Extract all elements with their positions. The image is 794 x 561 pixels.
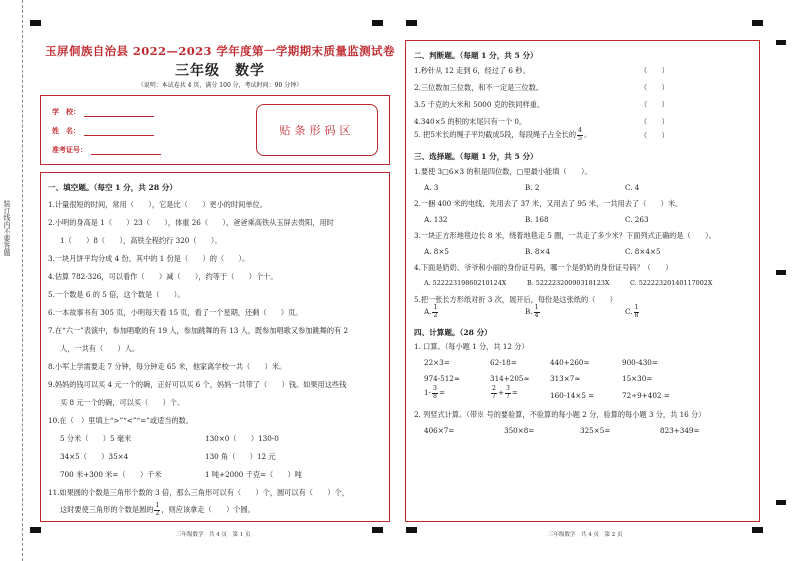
- registration-mark: [752, 20, 763, 26]
- option-fraction: $\frac{1}{2}$: [433, 304, 438, 319]
- exam-title: 玉屏侗族自治县 2022—2023 学年度第一学期期末质量监测试卷: [45, 44, 395, 58]
- registration-mark: [406, 20, 417, 26]
- oral-item: 160-14×5 =: [550, 391, 595, 400]
- choice-option[interactable]: B. 522223200903181​23X: [527, 279, 610, 287]
- compare-item: 1 吨+2000 千克=（ ）吨: [205, 470, 302, 479]
- registration-mark: [752, 527, 763, 533]
- q2-text: 2.小明的身高是 1（ ）23（ ），体重 26（ ），爸爸乘高铁从玉屏去贵阳，用时: [48, 218, 334, 227]
- choice-q5: 5.把一张长方形纸对折 3 次，展开后，每份是这张纸的（ ）: [414, 295, 617, 304]
- q11-fraction: $\frac{1}{2}$: [155, 502, 160, 517]
- q11-text-post: ，则应该拿走（ ）个圆。: [161, 505, 255, 514]
- oral-item: 22×3=: [424, 358, 450, 367]
- choice-option[interactable]: A. 522223198602101​24X: [424, 279, 507, 287]
- oral-item: 974-512≈: [424, 374, 460, 383]
- oral-item: 313×7≈: [550, 374, 581, 383]
- choice-q4: 4.下面是奶奶、爷爷和小丽的身份证号码，哪一个是奶奶的身份证号码？（ ）: [414, 263, 673, 272]
- oral-item: 1- $\frac{3}{8}$ =: [424, 385, 445, 400]
- choice-option[interactable]: A. 132: [424, 215, 448, 224]
- q11-text-pre: 这时要使三角形的个数是圆的: [60, 505, 154, 514]
- binding-label: 装订线内不要答题: [3, 200, 11, 256]
- name-label: 姓 名：: [52, 127, 80, 135]
- q7-text: 7.在“六一”表演中，参加唱歌的有 19 人，参加跳舞的有 13 人，既参加唱歌又参加跳舞的有 2: [48, 326, 349, 335]
- q2-text-cont: 1（ ）8（ ），高铁全程约行 320（ ）。: [60, 236, 222, 245]
- choice-q1: 1.要使 3□6×3 的积是四位数，□里最小能填（ ）。: [414, 167, 592, 176]
- school-field[interactable]: [52, 107, 154, 117]
- edge-tick: [776, 270, 786, 275]
- judge-mark[interactable]: （ ）: [640, 131, 669, 140]
- q1-text: 1.计量很短的时间，常用（ ），它是比（ ）更小的时间单位。: [48, 200, 267, 209]
- choice-option[interactable]: A. 3: [424, 183, 439, 192]
- q11-text: 11.如果圆的个数是三角形个数的 3 倍，那么三角形可以有（ ）个，圆可以有（ ）个，: [48, 488, 349, 497]
- judge-mark[interactable]: （ ）: [640, 117, 669, 126]
- compare-item: 700 米+300 米=（ ）千米: [60, 470, 162, 479]
- section1-heading: 一、填空题。（每空 1 分，共 28 分）: [48, 183, 177, 192]
- choice-option[interactable]: B. 8×4: [525, 247, 551, 256]
- edge-tick: [776, 500, 786, 505]
- binding-dash-line: [22, 0, 23, 561]
- school-label: 学 校：: [52, 108, 80, 116]
- choice-option[interactable]: C. 8×4×5: [625, 247, 661, 256]
- q8-text: 8.小军上学需要走 7 分钟，每分钟走 65 米，他家离学校一共（ ）米。: [48, 362, 287, 371]
- edge-tick: [776, 40, 786, 45]
- q9-text: 9.妈妈的钱可以买 4 元一个的碗，正好可以买 6 个，妈妈一共带了（ ）钱。如果用这些钱: [48, 380, 347, 389]
- compare-item: 34×5（ ）35×4: [60, 452, 129, 461]
- exam-subtitle: 三年级 数学: [175, 63, 265, 79]
- registration-mark: [372, 20, 383, 26]
- oral-heading: 1. 口算。（每小题 1 分，共 12 分）: [414, 342, 529, 351]
- choice-q2: 2.一捆 400 米的电线，先用去了 37 米，又用去了 95 米，一共用去了（ ）米。: [414, 199, 683, 208]
- vertical-item: 406×7=: [424, 426, 455, 435]
- barcode-area: 贴条形码区: [256, 104, 378, 156]
- oral-item: 62-18=: [490, 358, 517, 367]
- q7-text-cont: 人，一共有（ ）人。: [60, 344, 140, 353]
- choice-q3: 3.一块正方形地毯边长 8 米，绕着地毯走 5 圈，一共走了多少米？下面列式正确的是（ ）。: [414, 231, 716, 240]
- vertical-item: 325×5=: [580, 426, 611, 435]
- q5-text: 5.一个数是 6 的 5 倍，这个数是（ ）。: [48, 290, 185, 299]
- judge-item-4: 4.340×5 的积的末尾只有一个 0。: [414, 117, 527, 126]
- compare-item: 130 角（ ）12 元: [205, 452, 276, 461]
- judge-mark[interactable]: （ ）: [640, 100, 669, 109]
- registration-mark: [372, 527, 383, 533]
- option-fraction: $\frac{1}{4}$: [534, 304, 539, 319]
- choice-option[interactable]: B. 168: [525, 215, 549, 224]
- compare-item: 5 分米（ ）5 毫米: [60, 434, 132, 443]
- vertical-item: 823+349=: [660, 426, 700, 435]
- judge-mark[interactable]: （ ）: [640, 66, 669, 75]
- judge-item-1: 1.秒针从 12 走到 6，经过了 6 秒。: [414, 66, 530, 75]
- section4-heading: 四、计算题。（28 分）: [414, 328, 492, 337]
- choice-option[interactable]: A. 8×5: [424, 247, 449, 256]
- oral-item: 440+260=: [550, 358, 590, 367]
- section2-heading: 二、判断题。（每题 1 分，共 5 分）: [414, 51, 538, 60]
- choice-option[interactable]: C. 522223201401170​02X: [630, 279, 713, 287]
- q4-text: 4.估算 782-326，可以看作（ ）减（ ），约等于（ ）个十。: [48, 272, 278, 281]
- oral-item: 15×30=: [622, 374, 653, 383]
- choice-option[interactable]: C. $\frac{1}{8}$: [625, 304, 639, 319]
- registration-mark: [406, 527, 417, 533]
- exam-number-label: 准考证号：: [52, 146, 87, 154]
- vertical-item: 350×8=: [504, 426, 535, 435]
- vertical-heading: 2. 列竖式计算。（带※ 号的要验算，不验算的每小题 2 分，验算的每小题 3 分，共 16 分）: [414, 410, 706, 419]
- option-fraction: $\frac{1}{8}$: [634, 304, 639, 319]
- exam-number-field[interactable]: [52, 145, 161, 155]
- choice-option[interactable]: C. 263: [625, 215, 649, 224]
- choice-option[interactable]: B. $\frac{1}{4}$: [525, 304, 539, 319]
- judge-item-5: 5. 把5米长的绳子平均截成5段，每段绳子占全长的 $\frac{4}{5}$ 。: [414, 127, 592, 142]
- q11-text-cont: [60, 503, 255, 517]
- oral-item: $\frac{2}{7}$ + $\frac{3}{7}$ =: [492, 385, 518, 400]
- q3-text: 3.一块月饼平均分成 4 份，其中的 1 份是（ ）的（ ）。: [48, 254, 250, 263]
- judge5-fraction: $\frac{4}{5}$: [578, 127, 582, 142]
- judge-mark[interactable]: （ ）: [640, 83, 669, 92]
- choice-option[interactable]: A. $\frac{1}{2}$: [424, 304, 438, 319]
- oral-item: 72÷9+402 =: [622, 391, 670, 400]
- choice-option[interactable]: C. 4: [625, 183, 640, 192]
- judge-item-3: 3.5 千克的大米和 5000 克的铁同样重。: [414, 100, 545, 109]
- registration-mark: [30, 20, 41, 26]
- q6-text: 6.一本故事书有 305 页，小明每天看 15 页，看了一个星期，还剩（ ）页。: [48, 308, 303, 317]
- registration-mark: [30, 527, 41, 533]
- exam-note: （说明：本试卷共 4 页，满分 100 分，考试时间：90 分钟）: [137, 82, 303, 89]
- q9-text-cont: 买 8 元一个的碗，可以买（ ）个。: [60, 398, 185, 407]
- page-footer-left: 三年级数学 共 4 页 第 1 页: [176, 532, 251, 538]
- compare-item: 130×0（ ）130-0: [205, 434, 279, 443]
- judge-item-2: 2.三位数加三位数，和不一定是三位数。: [414, 83, 544, 92]
- oral-item: 314+205≈: [490, 374, 530, 383]
- name-field[interactable]: [52, 126, 154, 136]
- page-footer-right: 三年级数学 共 4 页 第 2 页: [548, 532, 623, 538]
- q10-text: 10.在（ ）里填上“>”“<”“=”或适当的数。: [48, 416, 193, 425]
- choice-option[interactable]: B. 2: [525, 183, 540, 192]
- oral-item: 900-430=: [622, 358, 658, 367]
- section3-heading: 三、选择题。（每题 1 分，共 5 分）: [414, 152, 538, 161]
